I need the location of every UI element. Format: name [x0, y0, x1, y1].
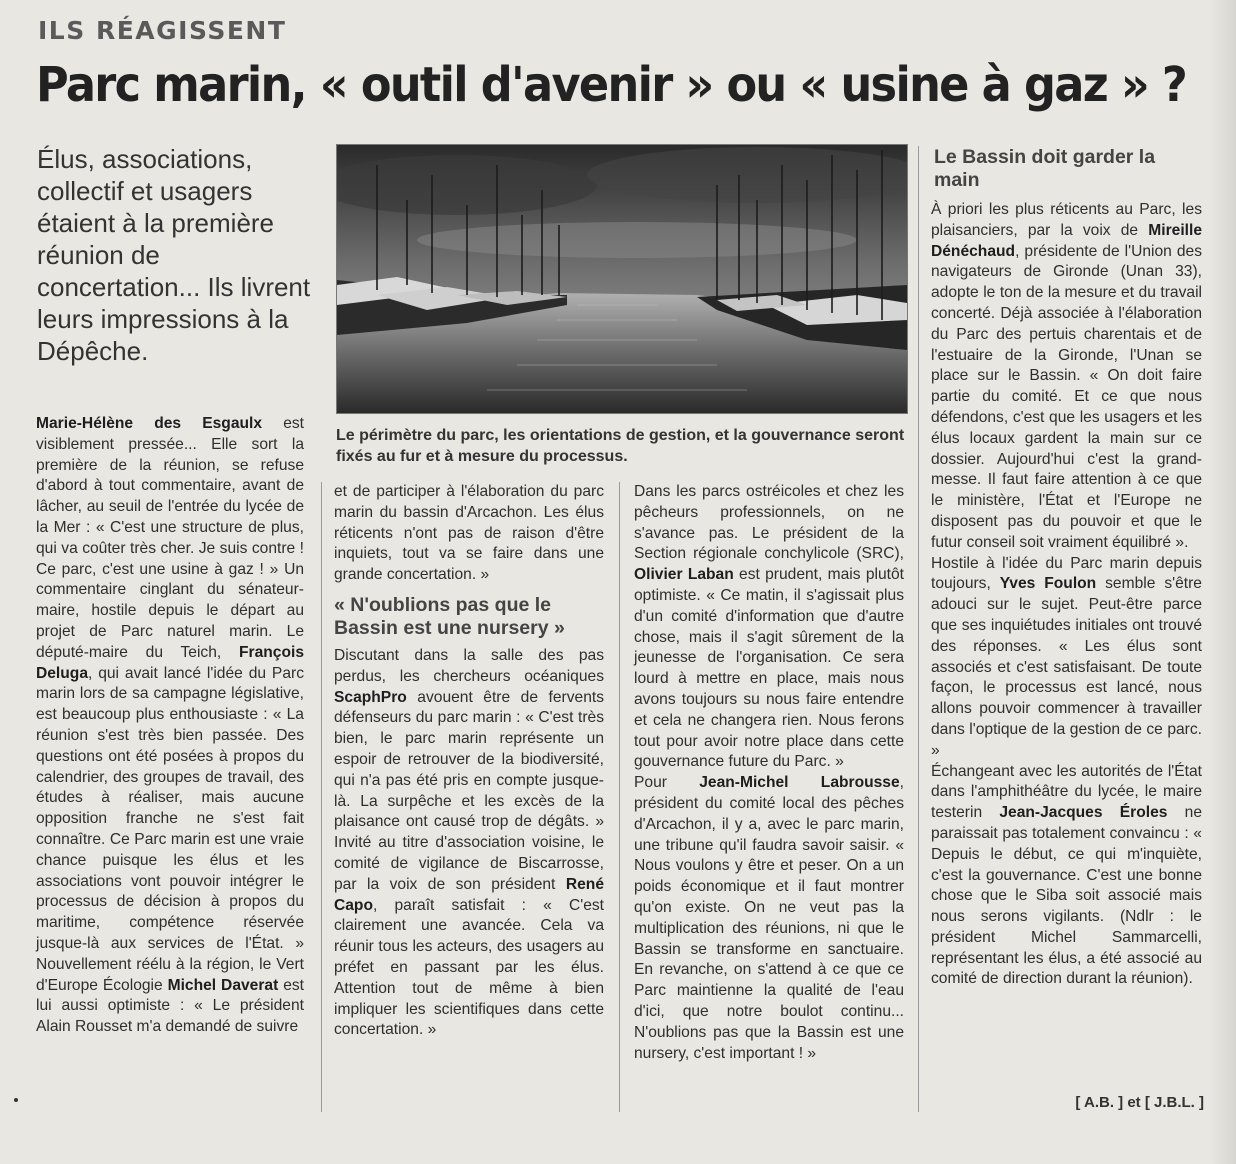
subheading: « N'oublions pas que le Bassin est une nursery »	[334, 593, 565, 639]
harbor-photo	[336, 144, 908, 414]
paragraph	[931, 200, 1202, 554]
paragraph: et de participer à l'élaboration du parc marin du bassin d'Arcachon. Les élus réticents n'ont pas de raison d'être inquiets, tout va se faire dans une grande concertation. »	[334, 483, 604, 584]
text-run: , président du comité local des pêches d'Arcachon, il y a, avec le parc marin, une tribune qu'il faudra savoir saisir. « Nous voulons y être et peser. On a un poids économique et il faut montrer qu'on existe. On ne veut pas la multiplication des réunions, ni que le Bassin se transforme en sanctuaire. En revanche, on s'attend à ce que ce Parc maintienne la qualité de l'eau d'ici, que notre boulot continu... N'oublions pas que la Bassin est une nursery, c'est important ! »	[634, 774, 904, 1062]
person-name: François Deluga	[36, 643, 304, 682]
text-run: Pour	[634, 774, 700, 792]
paragraph	[36, 414, 304, 1038]
text-run: Échangeant avec les autorités de l'État dans l'amphithéâtre du lycée, le maire testerin	[931, 762, 1202, 822]
text-run: ne paraissait pas totalement convaincu : « Depuis le début, ce qui m'inquiète, c'est la gouvernance. C'est une bonne chose que le Siba soit associé mais nous serons vigilants. (Ndlr : le président Michel Sammarcelli, représentant les élus, a été associé au comité de direction durant la réunion).	[931, 804, 1202, 988]
photo-caption: Le périmètre du parc, les orientations de gestion, et la gouvernance seront fixés au fur et à mesure du processus.	[336, 427, 905, 465]
column-rule	[918, 146, 919, 1112]
column-2	[334, 482, 604, 1041]
person-name: Jean-Michel Labrousse	[699, 774, 900, 792]
person-name: Yves Foulon	[999, 575, 1097, 593]
person-name: Marie-Hélène des Esgaulx	[36, 415, 263, 432]
text-run: avouent être de fervents défenseurs du parc marin : « C'est très bien, le parc marin représente un espoir de retrouver de la biodiversité, qui n'a pas été pris en compte jusque-là. La surpêche et les excès de la plaisance ont causé trop de dégâts. » Invité au titre d'association voisine, le comité de vigilance de Biscarrosse, par la voix de son président	[334, 688, 604, 893]
paragraph	[931, 554, 1202, 762]
person-name: Olivier Laban	[634, 566, 734, 584]
text-run: semble s'être adouci sur le sujet. Peut-être parce que ses inquiétudes initiales ont trouvé des réponses. « Les élus sont associés et c'est satisfaisant. De toute façon, le processus est lancé, nous allons pouvoir commencer à travailler dans l'optique de la gestion de ce parc. »	[931, 575, 1202, 759]
page-edge-shadow	[1210, 0, 1236, 1164]
text-run: , présidente de l'Union des navigateurs de Gironde (Unan 33), adopte le ton de la mesure et du travail concerté. Déjà associée à l'élaboration du Parc des pertuis charentais et de l'estuaire de la Gironde, l'Unan se place sur le Bassin. « On doit faire partie du comité. Et ce que nous défendons, c'est que les usagers et les élus locaux gardent la main sur ce dossier. Aujourd'hui c'est la grand-messe. Il faut faire attention à ce que le ministère, l'État et l'Europe ne disposent pas du pouvoir et que le futur conseil soit vraiment équilibré ».	[931, 242, 1202, 551]
text-run: Discutant dans la salle des pas perdus, les chercheurs océaniques	[334, 646, 604, 685]
text-run: Dans les parcs ostréicoles et chez les pêcheurs professionnels, on ne s'avance pas. Le président de la Section régionale conchylicole (SRC),	[634, 483, 904, 563]
text-run: À priori les plus réticents au Parc, les plaisanciers, par la voix de	[931, 201, 1202, 239]
headline: Parc marin, « outil d'avenir » ou « usine à gaz » ?	[36, 57, 1187, 113]
standfirst: Élus, associations, collectif et usagers étaient à la première réunion de concertation... Ils livrent leurs impressions à la Dépêche.	[37, 144, 311, 366]
organization-name: ScaphPro	[334, 688, 407, 706]
person-name: Mireille Dénéchaud	[931, 221, 1202, 260]
text-run: , paraît satisfait : « C'est clairement une avancée. Cela va réunir tous les acteurs, des usagers au préfet en passant par les élus. Attention tout de même à bien impliquer les scientifiques dans cette concertation. »	[334, 896, 604, 1039]
text-run: est lui aussi optimiste : « Le président Alain Rousset m'a demandé de suivre	[36, 976, 305, 1036]
person-name: Michel Daverat	[167, 976, 279, 994]
column-4	[931, 200, 1202, 990]
person-name: Jean-Jacques Éroles	[999, 804, 1168, 822]
person-name: René Capo	[334, 875, 604, 914]
column-rule	[321, 482, 322, 1112]
column-1	[36, 414, 304, 1038]
paragraph	[634, 773, 904, 1064]
byline-signature: [ A.B. ] et [ J.B.L. ]	[1075, 1094, 1204, 1111]
harbor-photo-illustration	[337, 145, 907, 413]
subheading: Le Bassin doit garder la main	[934, 146, 1156, 191]
column-rule	[619, 482, 620, 1112]
margin-dot	[14, 1098, 18, 1102]
text-run: est prudent, mais plutôt optimiste. « Ce matin, il s'agissait plus d'un comité d'information que d'autre chose, mais il s'agit sûrement de la jeunesse de l'organisation. Ce sera lourd à mettre en place, mais nous avons toujours su nous faire entendre et cela ne changera rien. Nous ferons tout pour avoir notre place dans cette gouvernance future du Parc. »	[634, 566, 904, 771]
text-run: , qui avait lancé l'idée du Parc marin lors de sa campagne législative, est beaucoup plus enthousiaste : « La réunion s'est très bien passée. Des questions ont été posées à propos du calendrier, des groupes de travail, des études à réaliser, mais aucune opposition franche ne s'est fait connaître. Ce Parc marin est une vraie chance puisque les élus et les associations vont pouvoir intégrer le processus de décision à propos du maritime, compétence réservée jusque-là aux services de l'État. » Nouvellement réélu à la région, le Vert d'Europe Écologie	[36, 664, 304, 994]
text-run: Hostile à l'idée du Parc marin depuis toujours,	[931, 554, 1202, 593]
text-run: est visiblement pressée... Elle sort la première de la réunion, se refuse d'abord à tout commentaire, avant de lâcher, au seuil de l'entrée du lycée de la Mer : « C'est une structure de plus, qui va coûter très cher. Je suis contre ! Ce parc, c'est une usine à gaz ! » Un commentaire cinglant du sénateur-maire, hostile depuis le départ au projet de Parc naturel marin. Le député-maire du Teich,	[36, 415, 304, 661]
kicker: ILS RÉAGISSENT	[38, 16, 287, 45]
paragraph	[634, 482, 904, 773]
column-3	[634, 482, 904, 1064]
paragraph	[931, 762, 1202, 991]
paragraph	[334, 646, 604, 1041]
